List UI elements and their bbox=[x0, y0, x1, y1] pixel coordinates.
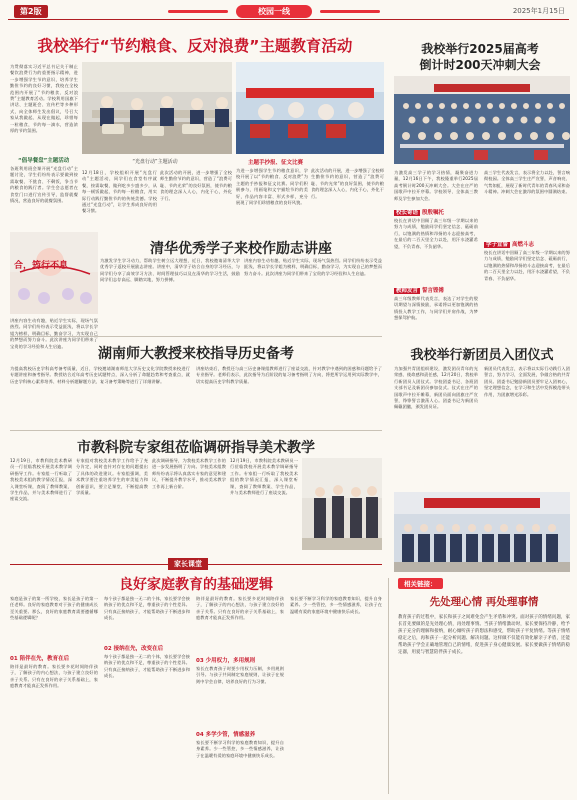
parents-section1-body: 陪伴是最好的教育。家长要多花时间陪伴孩子，了解孩子的内心想法，与孩子建立良好的亲子关系。只有在良好的亲子关系基础上，家庭教育才能真正发挥作用。 bbox=[10, 664, 98, 689]
article5-title: 我校举行新团员入团仪式 bbox=[410, 348, 554, 363]
article2-sub3-label: 学子宣誓 bbox=[486, 242, 509, 248]
article2-sub2 bbox=[394, 286, 444, 294]
assembly-crowd-photo bbox=[394, 76, 570, 164]
article4-title: 湖南师大教授来校指导历史备考 bbox=[98, 346, 294, 362]
column-name: 校园一线 bbox=[236, 5, 312, 18]
article2-title-line2: 倒计时200天冲刺大会 bbox=[419, 58, 541, 72]
parents-section3-body: 家长在教育孩子时要少用权力压制，多用规则引导。与孩子共同制定家庭规则，让孩子在规则中学会自律，培养良好的行为习惯。 bbox=[196, 666, 284, 684]
parents-section1-body-cont: 每个孩子都是独一无二的个体，家长要学会接纳孩子的优点和不足，尊重孩子的个性差异。只有真正接纳孩子，才能帮助孩子不断进步和成长。 bbox=[104, 596, 190, 621]
article2-body4: 高三学生代表发言，表示将全力以赴，誓言响彻校园。全体高三学生庄严宣誓，声音响亮、气势如虹，展现了新时代青年的青春风采和奋斗精神。冲刺大会在激昂的氛围中圆满结束。 bbox=[484, 170, 570, 195]
sidebar-body: 教育孩子的过程中，家长和孩子之间难免会产生矛盾和冲突。面对孩子的情绪问题，家长首先要做的是先处理心情，再处理事情。当孩子情绪激动时，家长要保持冷静，给予孩子充分的理解和接纳，耐心倾听孩子的想法和感受，帮助孩子平复情绪。等孩子情绪稳定之后，再和孩子一起分析问题、解决问题。这样做不仅能有效化解亲子矛盾，还能帮助孩子学会正确地管理自己的情绪，促进孩子身心健康发展。家长要做孩子情绪的稳定器，用爱与智慧陪伴孩子成长。 bbox=[398, 615, 570, 655]
article3-title: 清华优秀学子来校作励志讲座 bbox=[150, 241, 332, 257]
article6-body-cont: 12月19日，市教科院美术教研员一行莅临我校开展美术教学调研指导工作。专家组一行听取了我校美术组的教学情况汇报，深入课堂听课，查阅了教师教案、学生作品，并与美术教师进行了座谈交流。 bbox=[230, 458, 298, 496]
parents-section4-body: 家长要不断学习科学的家庭教育知识，提升自身素养。少一些管控，多一些情感滋养，让孩子在温暖有爱的家庭环境中健康快乐成长。 bbox=[196, 740, 284, 758]
article6-body3: 此次调研指导，为我校美术教学工作的进一步发展指明了方向。学校美术组教师纷纷表示将认真落实专家的意见和建议，不断提升教学水平，推动美术教学工作再上新台阶。 bbox=[152, 458, 226, 489]
article2-sub1 bbox=[394, 208, 444, 216]
dining-photo bbox=[82, 62, 232, 154]
page-header bbox=[8, 4, 569, 20]
article4-body2: 讲座结束后，教授还与高三历史备课组教师进行了座谈交流，针对教学中遇到的困惑和问题给予了专业指导。老师们表示，此次指导为后阶段的复习备考指明了方向，将把所学运用到实际教学中，切实提高历史学科教学质量。 bbox=[196, 366, 382, 384]
parents-tag: 家长课堂 bbox=[168, 558, 208, 570]
article1-body3: 12月18日，学校组织开展“光盘行动”主题活动，同学们在食堂有序就餐，按需取餐，做到吃多少盛多少，从每一顿饭做起，节约每一粒粮食，用实际行动践行勤俭节约的传统美德。学校通过“光盘行动”，让学生养成良好的用餐习惯。 bbox=[82, 170, 157, 214]
sidebar-tag: 相关链接： bbox=[398, 578, 443, 589]
article2-title-line1: 我校举行2025届高考 bbox=[421, 42, 539, 56]
article3-body2: 讲座内容生动有趣，贴近学生实际，现场气氛热烈。同学们纷纷表示受益匪浅，将以学长学姐为榜样，明确目标，勤奋学习，为实现自己的梦想而努力奋斗。此次讲座为同学们带来了宝贵的学习经验和人生启迪。 bbox=[244, 258, 382, 276]
article6-body: 12月19日，市教科院美术教研员一行莅临我校开展美术教学调研指导工作。专家组一行听取了我校美术组的教学情况汇报，深入课堂听课，查阅了教师教案、学生作品，并与美术教师进行了座谈交流。 bbox=[10, 458, 72, 502]
article2-sub2-label: 教师发言 bbox=[396, 288, 419, 294]
league-ceremony-photo bbox=[394, 492, 570, 572]
parents-section2-heading: 02 接纳在先，改变在后 bbox=[104, 646, 164, 652]
article1-body4-cont: 此次活动的开展，进一步增强了全校师生勤俭节约的意识，营造了“浪费可耻、节约光荣”的良好氛围，使节约粮食的理念深入人心，内化于心，外化于行。 bbox=[311, 168, 384, 199]
article3-body: 为激发学生学习动力，帮助学生树立远大理想，近日，我校邀请清华大学优秀学子返校开展励志讲座。讲座中，清华学子结合自身的学习经历，与同学们分享了高效学习方法、时间管理技巧以及在清华的学习生活，鼓励同学们志存高远、脚踏实地，努力拼搏。 bbox=[100, 258, 240, 283]
assembly-flags-photo bbox=[236, 62, 384, 154]
tsinghua-banner-text: 合，筠行不息 bbox=[14, 261, 69, 271]
issue-date: 2025年1月15日 bbox=[512, 7, 565, 15]
parents-intro: 家庭是孩子的第一所学校，家长是孩子的第一任老师。良好的家庭教育对于孩子的健康成长至关重要。那么，良好的家庭教育需要遵循哪些基础逻辑呢？ bbox=[10, 596, 98, 621]
article6-body2: 专家组对我校美术教学工作给予了充分肯定，同时也针对存在的问题提出了具体的改进建议。专家组强调，美术教学要注重培养学生的审美能力和创新意识，要立足课堂，不断提高教学质量。 bbox=[76, 458, 148, 496]
parents-section2-body: 每个孩子都是独一无二的个体，家长要学会接纳孩子的优点和不足，尊重孩子的个性差异。只有真正接纳孩子，才能帮助孩子不断进步和成长。 bbox=[104, 654, 190, 679]
article5-body2: 新团员代表发言，表示将以实际行动践行入团誓言，努力学习，全面发展，争做合格的共青团员。团委书记勉励新团员要牢记入团初心，坚定理想信念，在学习和生活中发挥模范带头作用，为团旗增光添彩。 bbox=[484, 366, 570, 397]
parents-section4-heading: 04 多学少管，情感滋养 bbox=[196, 732, 256, 738]
parents-section4-body-cont: 家长要不断学习科学的家庭教育知识，提升自身素养。少一些管控，多一些情感滋养，让孩子在温暖有爱的家庭环境中健康快乐成长。 bbox=[290, 596, 382, 614]
article2-body2: 校长在讲话中回顾了高三年级一学期以来的努力与成绩，勉励同学们坚定信念、砥砺前行，以饱满的热情和昂扬的斗志迎接高考，在最后的二百天里全力以赴，用汗水浇灌希望，不负青春、不负韶华。 bbox=[394, 218, 478, 249]
sidebar-divider bbox=[388, 578, 389, 794]
article3-body-cont: 讲座内容生动有趣，贴近学生实际，现场气氛热烈。同学们纷纷表示受益匪浅，将以学长学姐为榜样，明确目标，勤奋学习，为实现自己的梦想而努力奋斗。此次讲座为同学们带来了宝贵的学习经验和人生启迪。 bbox=[10, 318, 98, 349]
header-decoration bbox=[320, 10, 380, 13]
parents-section3-heading: 03 少用权力，多用规则 bbox=[196, 658, 256, 664]
article2-sub1b: 殷殷嘱托 bbox=[421, 210, 444, 216]
dining-caption: “光盘行动”主题活动 bbox=[132, 159, 178, 165]
article2-body3: 高三年级教师代表发言，表达了对学生的殷切期望与深情鼓励，承诺将以更加饱满的热情投入教学工作，与同学们并肩作战，为梦想保驾护航。 bbox=[394, 296, 478, 321]
article1-body: 为贯彻落实习近平总书记关于制止餐饮浪费行为的重要指示精神，进一步增强学生节约意识，培养学生勤俭节约的良好习惯，我校在全校范围内开展了“节约粮食、反对浪费”主题教育活动。学校利用国旗下讲话、主题班会、宣传栏等多种形式，向全体师生发出倡议，号召大家从我做起、从现在做起，珍惜每一粒粮食，节约每一滴水，营造浓厚的节约氛围。 bbox=[10, 64, 78, 134]
article1-body2: 各班利用班会课开展“光盘行动”主题讨论，学生们纷纷表示要做到按需取餐、不挑食、不剩饭，争当节约粮食的践行者。学生会志愿者在食堂门口进行宣传引导，监督就餐情况，营造良好的就餐氛围。 bbox=[10, 166, 78, 204]
divider bbox=[10, 336, 382, 337]
sidebar-title: 先处理心情 再处理事情 bbox=[429, 596, 539, 608]
parents-section1-heading: 01 陪伴在先，教育在后 bbox=[10, 656, 70, 662]
article2-sub2b: 誓言铿锵 bbox=[421, 288, 444, 294]
article1-body5: 此次活动的开展，进一步增强了全校师生勤俭节约的意识，营造了“浪费可耻、节约光荣”的良好氛围，使节约粮食的理念深入人心，内化于心，外化于行。 bbox=[160, 170, 232, 201]
art-experts-photo bbox=[302, 458, 382, 550]
article2-sub3b: 高燃斗志 bbox=[511, 242, 534, 248]
article1-subheading: “倡导餐盘”主题活动 bbox=[18, 158, 70, 164]
article2-sub3 bbox=[484, 240, 534, 248]
edition-label: 第2版 bbox=[14, 5, 48, 18]
article4-body: 为提高我校历史学科高考备考质量，近日，学校邀请湖南师范大学历史文化学院教授来校进行专题讲座和备考指导。教授结合近年高考历史试题特点，深入分析了命题趋势和考查重点，就历史学科核心素养培养、材料分析题解题方法、复习备考策略等进行了详细讲解。 bbox=[10, 366, 190, 384]
article1-subheading2: 主题手抄报、征文比赛 bbox=[248, 160, 304, 166]
header-decoration bbox=[168, 10, 228, 13]
article5-body: 为加强共青团组织建设，激发团员青年的光荣感、使命感和责任感，12月20日，我校举行新团员入团仪式。学校团委书记、各班团支部书记及新团员参加仪式。仪式在庄严的国歌声中拉开帷幕，新团员面向团旗庄严宣誓，铮铮誓言激荡人心。团委书记为新团员佩戴团徽，颁发团员证。 bbox=[394, 366, 478, 410]
divider bbox=[10, 430, 382, 431]
article2-body: 为激发高三学子的学习热情，凝聚奋进力量，12月16日下午，我校隆重举行2025届高考倒计时200天冲刺大会。大会在庄严的国歌声中拉开序幕。学校领导、全体高三教师及学生参加大会。 bbox=[394, 170, 478, 201]
parents-title: 良好家庭教育的基础逻辑 bbox=[119, 577, 273, 593]
tsinghua-banner-photo bbox=[10, 232, 98, 314]
article1-title: 我校举行“节约粮食、反对浪费”主题教育活动 bbox=[37, 37, 353, 55]
article2-body2-cont: 校长在讲话中回顾了高三年级一学期以来的努力与成绩，勉励同学们坚定信念、砥砺前行，以饱满的热情和昂扬的斗志迎接高考，在最后的二百天里全力以赴，用汗水浇灌希望，不负青春、不负韶华。 bbox=[484, 250, 570, 281]
article1-body4: 为进一步增强学生节约粮食意识，学校开展了以“节约粮食、反对浪费”为主题的手抄报和征文比赛。同学们积极参与，用画笔和文字描绘节约的美好，作品内容丰富、形式多样，充分展现了同学们珍惜粮食的良好风貌。 bbox=[236, 168, 308, 206]
article2-sub1-label: 校长寄语 bbox=[396, 210, 419, 216]
parents-section2-body-cont: 陪伴是最好的教育。家长要多花时间陪伴孩子，了解孩子的内心想法，与孩子建立良好的亲子关系。只有在良好的亲子关系基础上，家庭教育才能真正发挥作用。 bbox=[196, 596, 284, 621]
article6-title: 市教科院专家组莅临调研指导美术教学 bbox=[77, 440, 315, 456]
